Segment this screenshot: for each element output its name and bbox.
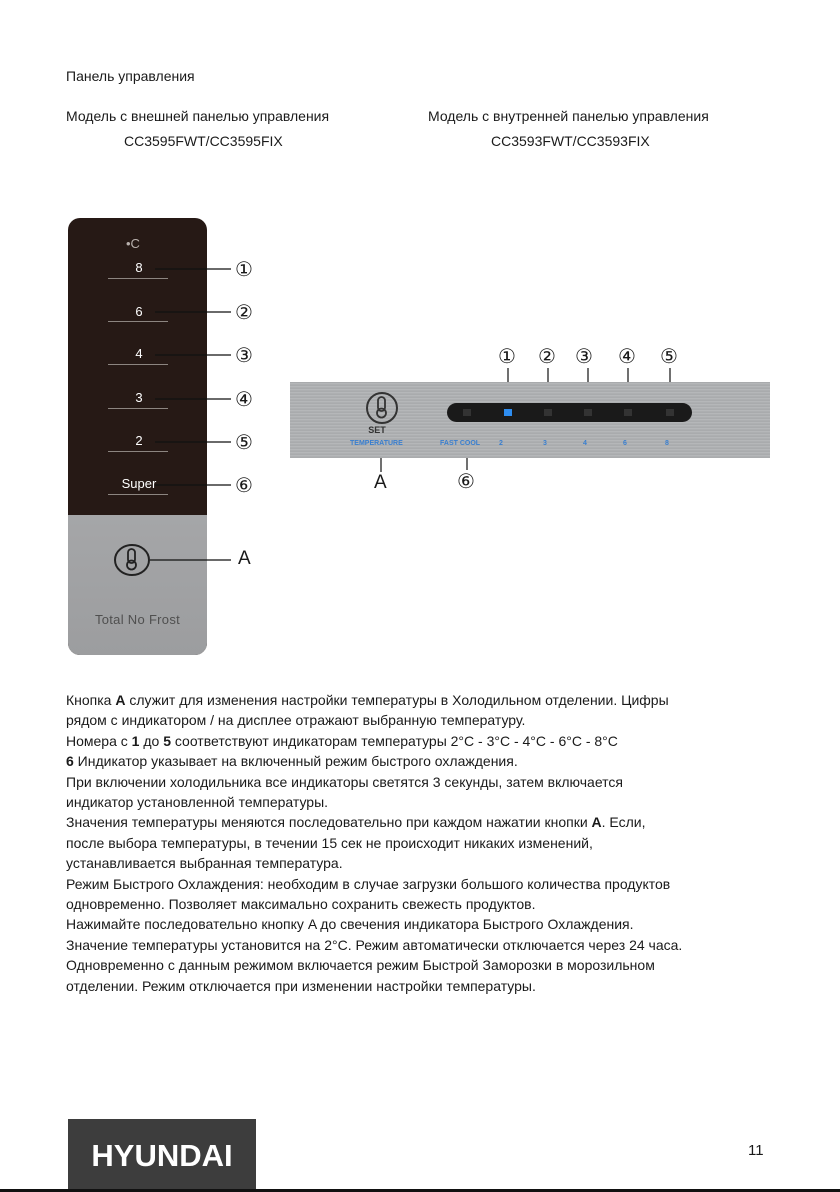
indicator-bar: [447, 403, 692, 422]
small-label-6: 6: [623, 440, 627, 447]
body-line: Одновременно с данным режимом включается режим Быстрой Заморозки в морозильном: [66, 957, 655, 974]
hyundai-logo: HYUNDAI: [91, 1138, 233, 1173]
total-no-frost-label: Total No Frost: [94, 612, 181, 627]
thermometer-button-icon[interactable]: [362, 390, 402, 426]
temp-led-6: [624, 409, 632, 416]
body-line: Значение температуры установится на 2°C. Режим автоматически отключается через 24 часа.: [66, 936, 683, 953]
model-internal-heading: Модель с внутренней панелью управления: [428, 108, 709, 124]
small-label-3: 3: [543, 440, 547, 447]
fast-cool-label: FAST COOL: [440, 440, 481, 447]
top-callout-3: ③: [575, 344, 593, 368]
page-number: 11: [748, 1142, 764, 1159]
top-callout-5: ⑤: [660, 344, 678, 368]
instructions-text: [66, 690, 786, 996]
button-a-label-internal: A: [374, 472, 387, 493]
temp-led-2: [504, 409, 512, 416]
body-line: после выбора температуры, в течении 15 сек не происходит никаких изменений,: [66, 834, 593, 851]
body-line: рядом с индикатором / на дисплее отражают выбранную температуру.: [66, 712, 526, 729]
callout-4: ④: [235, 387, 253, 411]
super-label: Super: [121, 476, 157, 491]
body-line: 6 Индикатор указывает на включенный режим быстрого охлаждения.: [66, 753, 518, 770]
temp-label-8: 8: [135, 260, 143, 275]
temp-label-4: 4: [135, 346, 143, 361]
body-line: отделении. Режим отключается при изменении настройки температуры.: [66, 977, 536, 994]
body-line: Кнопка A служит для изменения настройки температуры в Холодильном отделении. Цифры: [66, 692, 669, 708]
callout-3: ③: [235, 343, 253, 367]
callout-5: ⑤: [235, 430, 253, 454]
button-a-label: A: [238, 548, 251, 569]
bottom-callout-6: ⑥: [457, 469, 475, 493]
top-callout-4: ④: [618, 344, 636, 368]
body-line: одновременно. Позволяет максимально сохранить свежесть продуктов.: [66, 896, 536, 913]
temp-led-3: [544, 409, 552, 416]
small-label-8: 8: [665, 440, 669, 447]
body-line: Нажимайте последовательно кнопку A до свечения индикатора Быстрого Охлаждения.: [66, 916, 634, 933]
model-external-name: CC3595FWT/CC3595FIX: [124, 133, 283, 149]
top-callout-1: ①: [498, 344, 516, 368]
body-line: индикатор установленной температуры.: [66, 794, 329, 811]
temp-led-8: [666, 409, 674, 416]
callout-6: ⑥: [235, 473, 253, 497]
body-line: Режим Быстрого Охлаждения: необходим в случае загрузки большого количества продуктов: [66, 875, 671, 892]
small-label-2: 2: [499, 440, 503, 447]
thermometer-button-icon[interactable]: [112, 542, 152, 578]
temperature-label: TEMPERATURE: [350, 440, 403, 447]
model-internal-name: CC3593FWT/CC3593FIX: [491, 133, 650, 149]
temp-label-3: 3: [135, 390, 143, 405]
body-line: Номера с 1 до 5 соответствуют индикаторам температуры 2°C - 3°C - 4°C - 6°C - 8°C: [66, 732, 618, 749]
callout-1: ①: [235, 257, 253, 281]
callout-2: ②: [235, 300, 253, 324]
temp-led-4: [584, 409, 592, 416]
model-external-heading: Модель с внешней панелью управления: [66, 108, 330, 124]
small-label-4: 4: [583, 440, 587, 447]
fast-cool-led: [463, 409, 471, 416]
body-line: устанавливается выбранная температура.: [66, 855, 343, 872]
body-line: При включении холодильника все индикаторы светятся 3 секунды, затем включается: [66, 773, 623, 790]
set-label: SET: [368, 425, 386, 435]
page-title: Панель управления: [66, 68, 195, 84]
temp-label-6: 6: [135, 304, 143, 319]
top-callout-2: ②: [538, 344, 556, 368]
temp-label-2: 2: [135, 433, 143, 448]
body-line: Значения температуры меняются последовательно при каждом нажатии кнопки A. Если,: [66, 814, 646, 831]
celsius-unit: •C: [126, 236, 140, 251]
